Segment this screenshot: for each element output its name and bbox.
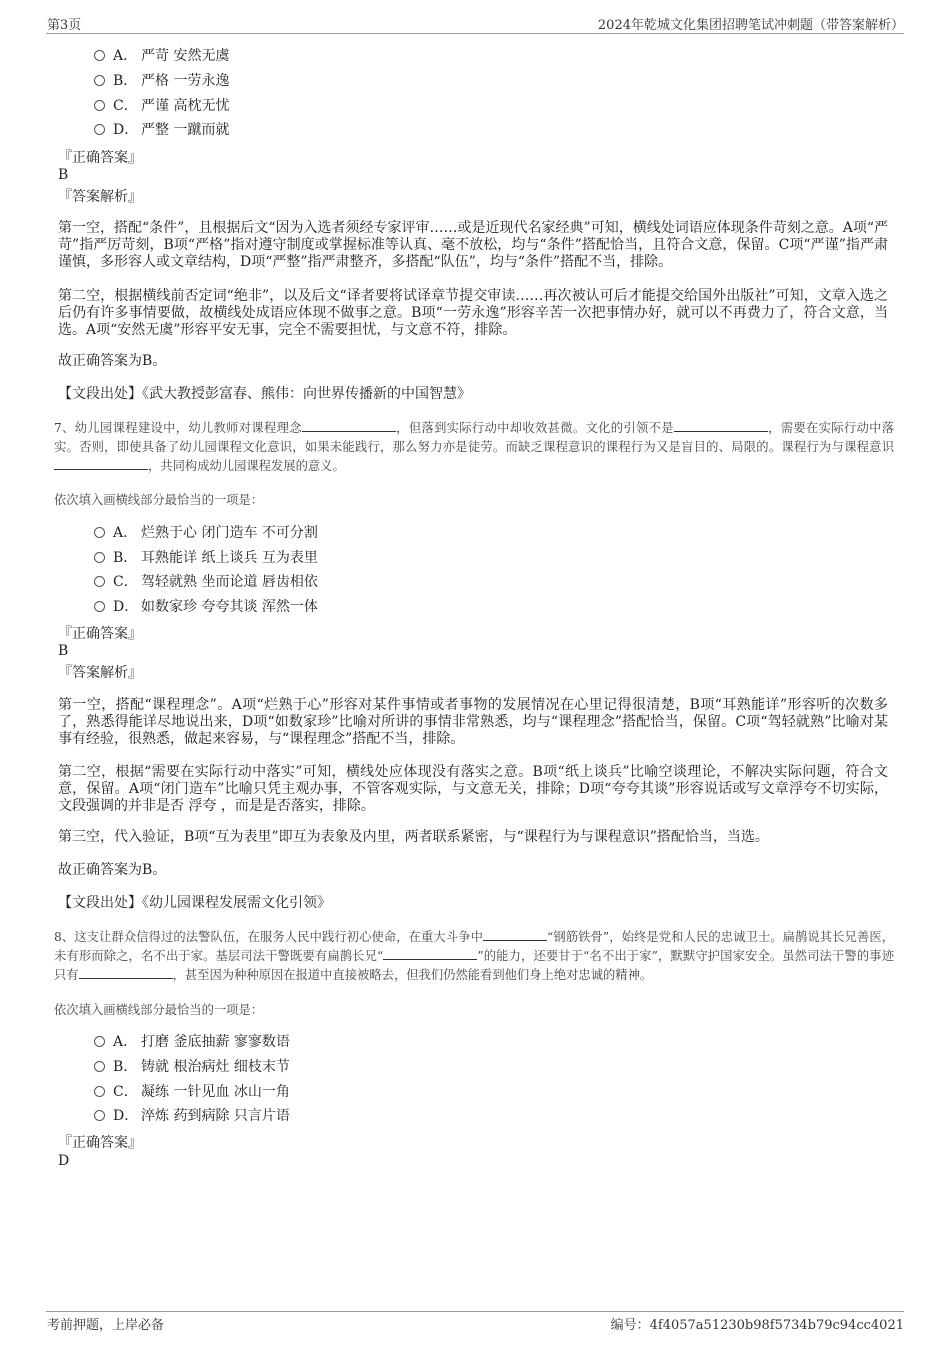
q8-answer-label: 『正确答案』 <box>58 1135 142 1151</box>
q7-conclusion: 故正确答案为B。 <box>58 862 167 878</box>
option-letter: C． <box>113 574 138 590</box>
option-letter: D． <box>113 122 139 138</box>
option-text: 淬炼 药到病除 只言片语 <box>141 1108 290 1124</box>
q8-option-a[interactable] <box>94 1033 290 1051</box>
option-letter: A． <box>113 1034 138 1050</box>
q7-text-part: ，需要在实际行动中落实。否则，即使具备了幼儿园课程文化意识，如果未能践行，那么努力亦是徒劳。而缺乏课程意识的课程行为又是盲目的、局限的。课程行为与课程意识 <box>54 421 894 454</box>
option-letter: C． <box>113 1084 138 1100</box>
q6-conclusion: 故正确答案为B。 <box>58 353 167 369</box>
q7-analysis-label: 『答案解析』 <box>58 665 142 681</box>
option-text: 驾轻就熟 坐而论道 唇齿相依 <box>141 574 318 590</box>
option-text: 如数家珍 夸夸其谈 浑然一体 <box>141 599 318 615</box>
q7-blank-3 <box>54 457 148 470</box>
q7-option-d[interactable] <box>94 598 318 616</box>
radio-icon[interactable] <box>94 527 105 538</box>
q7-option-b[interactable] <box>94 549 318 567</box>
q7-option-c[interactable] <box>94 573 318 591</box>
q6-option-c[interactable] <box>94 97 229 115</box>
radio-icon[interactable] <box>94 1036 105 1047</box>
option-letter: A． <box>113 525 138 541</box>
option-letter: D． <box>113 599 139 615</box>
q7-blank-2 <box>674 419 768 432</box>
q7-source: 【文段出处】《幼儿园课程发展需文化引领》 <box>58 895 331 911</box>
q8-text-part: “钢筋铁骨”，始终是党和人民的忠诚卫士。扁鹊说其长兄善医，未有形而除之，名不出于家。基层司法干警既要有扁鹊长兄“ <box>54 930 894 963</box>
option-letter: A． <box>113 48 138 64</box>
q8-answer: D <box>58 1153 70 1169</box>
q7-text-part: ，但落到实际行动中却收效甚微。文化的引领不是 <box>395 421 674 435</box>
q8-blank-2 <box>383 947 477 960</box>
option-letter: C． <box>113 98 138 114</box>
option-letter: B． <box>113 1059 138 1075</box>
q7-text-part: ，共同构成幼儿园课程发展的意义。 <box>148 459 345 473</box>
q8-text-part: ，甚至因为种种原因在报道中直接被略去，但我们仍然能看到他们身上绝对忠诚的精神。 <box>172 968 653 982</box>
option-text: 打磨 釜底抽薪 寥寥数语 <box>141 1034 290 1050</box>
option-text: 严整 一蹴而就 <box>141 122 230 138</box>
radio-icon[interactable] <box>94 50 105 61</box>
document-title: 2024年乾城文化集团招聘笔试冲刺题（带答案解析） <box>597 18 904 33</box>
q7-analysis-p3: 第三空，代入验证，B项“互为表里”即互为表象及内里，两者联系紧密，与“课程行为与课程意识”搭配恰当，当选。 <box>58 829 769 845</box>
q6-source: 【文段出处】《武大教授彭富春、熊伟：向世界传播新的中国智慧》 <box>58 386 471 402</box>
document-id: 编号：4f4057a51230b98f5734b79c94cc4021 <box>610 1318 904 1333</box>
option-text: 烂熟于心 闭门造车 不可分割 <box>141 525 318 541</box>
page-number: 第3页 <box>47 18 82 33</box>
q7-analysis-p2: 第二空，根据“需要在实际行动中落实”可知，横线处应体现没有落实之意。B项“纸上谈兵”比喻空谈理论，不解决实际问题，符合文意，保留。A项“闭门造车”比喻只凭主观办事，不管客观实际，与文意无关，排除；D项“夸夸其谈”形容说话或写文章浮夸不切实际，文段强调的并非是否 浮夸 ，而是是否落实，排除。 <box>58 764 888 814</box>
q6-answer: B <box>58 167 69 183</box>
q6-answer-label: 『正确答案』 <box>58 150 142 166</box>
q8-text-part: 8、这支让群众信得过的法警队伍，在服务人民中践行初心使命，在重大斗争中 <box>54 930 483 944</box>
radio-icon[interactable] <box>94 100 105 111</box>
q7-answer: B <box>58 643 69 659</box>
q8-prompt: 依次填入画横线部分最恰当的一项是： <box>54 1003 264 1017</box>
radio-icon[interactable] <box>94 1110 105 1121</box>
footer-divider <box>46 1311 904 1312</box>
q6-analysis-p1: 第一空，搭配“条件”，且根据后文“因为入选者须经专家评审……或是近现代名家经典”可知，横线处词语应体现条件苛刻之意。A项“严苛”指严厉苛刻，B项“严格”指对遵守制度或掌握标准等认真、毫不放松，均与“条件”搭配恰当，且符合文意，保留。C项“严谨”指严肃谨慎，多形容人或文章结构，D项“严整”指严肃整齐，多搭配“队伍”，均与“条件”搭配不当，排除。 <box>58 220 888 270</box>
q8-option-c[interactable] <box>94 1083 290 1101</box>
q7-text-part: 7、幼儿园课程建设中，幼儿教师对课程理念 <box>54 421 302 435</box>
q8-question <box>54 928 894 985</box>
option-letter: D． <box>113 1108 139 1124</box>
radio-icon[interactable] <box>94 1086 105 1097</box>
q8-blank-3 <box>79 966 173 979</box>
q7-answer-label: 『正确答案』 <box>58 626 142 642</box>
q6-option-b[interactable] <box>94 72 229 90</box>
q8-text-part: ”的能力，还要甘于“名不出于家”，默默守护国家安全。虽然司法干警的事迹只有 <box>54 949 894 982</box>
q6-option-a[interactable] <box>94 47 229 65</box>
radio-icon[interactable] <box>94 1061 105 1072</box>
option-text: 严谨 高枕无忧 <box>141 98 230 114</box>
q6-analysis-p2: 第二空，根据横线前否定词“绝非”，以及后文“译者要将试译章节提交审读……再次被认可后才能提交给国外出版社”可知，文章入选之后仍有许多事情要做，故横线处成语应体现不做事之意。B项“一劳永逸”形容辛苦一次把事情办好，就可以不再费力了，符合文意，当选。A项“安然无虞”形容平安无事，完全不需要担忧，与文意不符，排除。 <box>58 288 888 338</box>
option-text: 耳熟能详 纸上谈兵 互为表里 <box>141 550 318 566</box>
footer-slogan: 考前押题，上岸必备 <box>47 1318 165 1333</box>
radio-icon[interactable] <box>94 124 105 135</box>
option-letter: B． <box>113 73 138 89</box>
radio-icon[interactable] <box>94 601 105 612</box>
option-text: 凝练 一针见血 冰山一角 <box>141 1084 290 1100</box>
option-text: 严苛 安然无虞 <box>141 48 230 64</box>
option-letter: B． <box>113 550 138 566</box>
radio-icon[interactable] <box>94 552 105 563</box>
q8-option-b[interactable] <box>94 1058 290 1076</box>
q6-analysis-label: 『答案解析』 <box>58 189 142 205</box>
radio-icon[interactable] <box>94 75 105 86</box>
q7-question <box>54 419 894 476</box>
q7-analysis-p1: 第一空，搭配“课程理念”。A项“烂熟于心”形容对某件事情或者事物的发展情况在心里记得很清楚，B项“耳熟能详”形容听的次数多了，熟悉得能详尽地说出来，D项“如数家珍”比喻对所讲的事情非常熟悉，均与“课程理念”搭配恰当，保留。C项“驾轻就熟”比喻对某事有经验，很熟悉，做起来容易，与“课程理念”搭配不当，排除。 <box>58 697 888 747</box>
q6-option-d[interactable] <box>94 121 229 139</box>
q7-prompt: 依次填入画横线部分最恰当的一项是： <box>54 493 264 507</box>
header-divider <box>46 33 904 34</box>
q7-blank-1 <box>302 419 396 432</box>
q8-blank-1 <box>483 928 547 941</box>
q7-option-a[interactable] <box>94 524 318 542</box>
radio-icon[interactable] <box>94 576 105 587</box>
option-text: 铸就 根治病灶 细枝末节 <box>141 1059 290 1075</box>
option-text: 严格 一劳永逸 <box>141 73 230 89</box>
q8-option-d[interactable] <box>94 1107 290 1125</box>
